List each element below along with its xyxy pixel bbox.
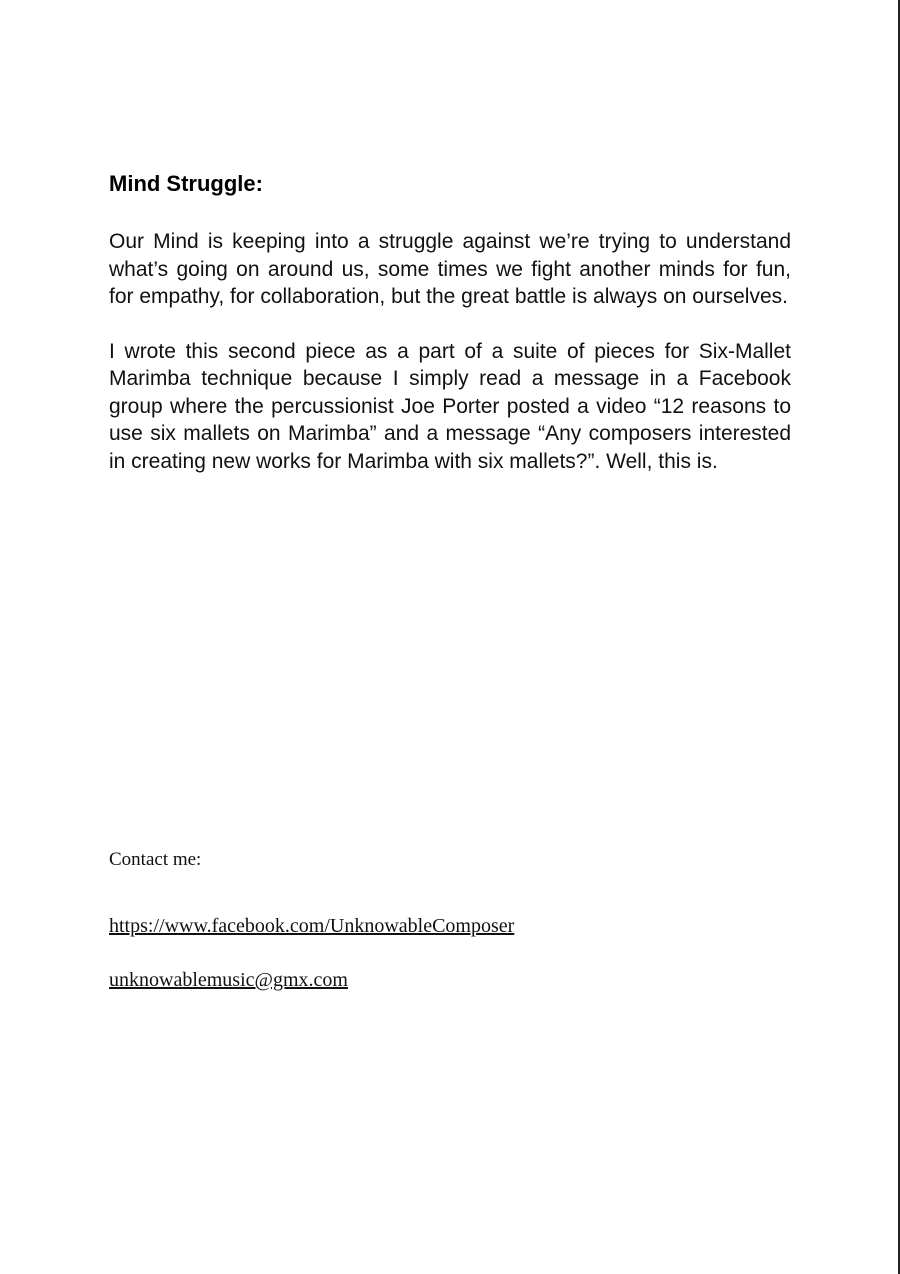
email-link[interactable]: unknowablemusic@gmx.com	[109, 969, 348, 991]
paragraph-intro: Our Mind is keeping into a struggle against we’re trying to understand what’s going on around us, some times we fight another minds for fun, for empathy, for collaboration, but the great battle is always on ourselves.	[109, 230, 791, 308]
contact-label: Contact me:	[109, 849, 202, 870]
contact-section	[109, 848, 791, 1022]
page-title: Mind Struggle:	[109, 171, 263, 196]
paragraph-background: I wrote this second piece as a part of a suite of pieces for Six-Mallet Marimba technique because I simply read a message in a Facebook group where the percussionist Joe Porter posted a video “12 reasons to use six mallets on Marimba” and a message “Any composers interested in creating new works for Marimba with six mallets?”. Well, this is.	[109, 339, 791, 473]
facebook-link[interactable]: https://www.facebook.com/UnknowableComposer	[109, 915, 515, 937]
description-section	[109, 170, 791, 502]
